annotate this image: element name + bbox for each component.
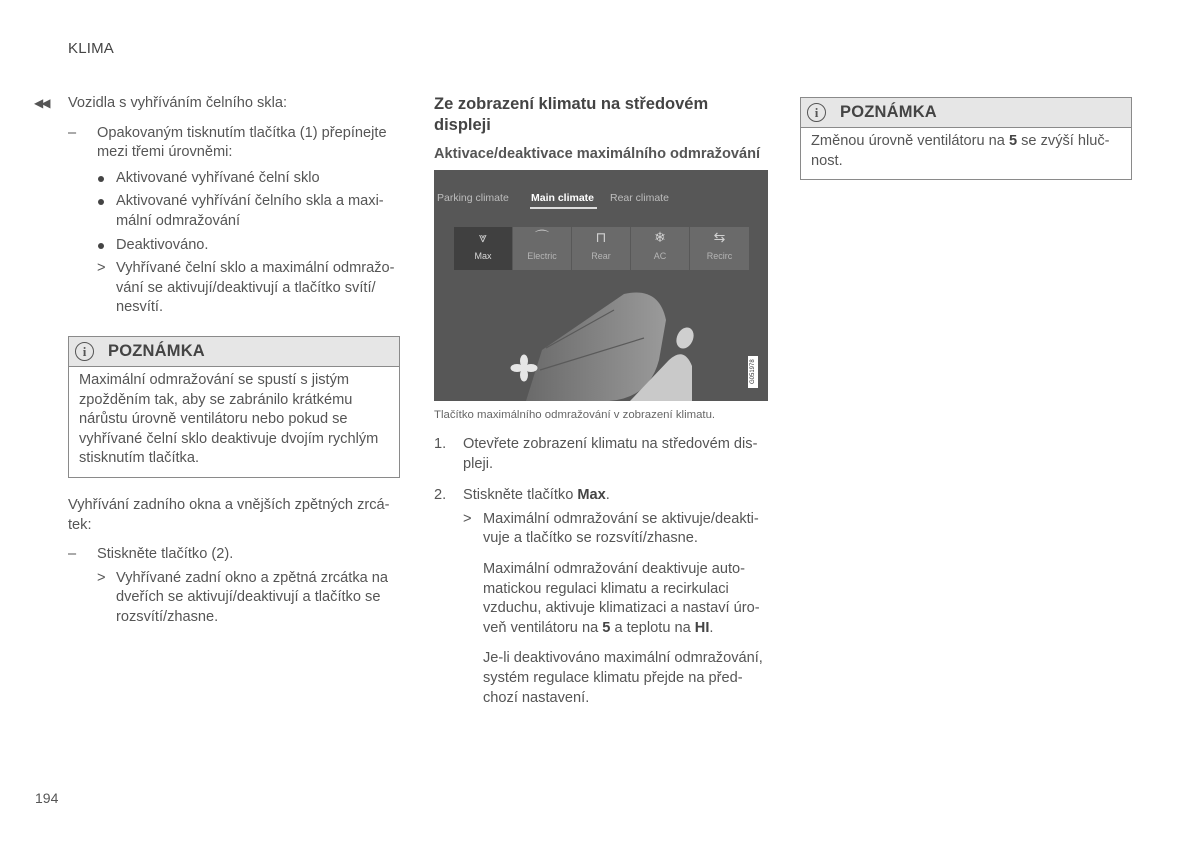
headrest-shape	[673, 325, 697, 352]
electric-defrost-icon: ⌒	[535, 229, 549, 246]
result-text: Vyhřívané zadní okno a zpětná zrcátka na dveřích se aktivují/deaktivují a tlačítko se rozsvítí/zhasne.	[116, 569, 389, 625]
rear-defrost-icon: ⊓	[595, 229, 607, 246]
section-heading: Ze zobrazení klimatu na středovém displeji	[434, 95, 709, 134]
dash-marker: –	[68, 546, 77, 563]
climate-screen-illustration	[434, 170, 768, 401]
instruction-item	[34, 124, 400, 163]
recirculation-icon: ⇆	[713, 229, 726, 246]
step-number: 2.	[434, 487, 447, 504]
step-1	[434, 435, 768, 474]
list-item: Deaktivováno.	[34, 236, 400, 256]
continuation-icon: ◀◀	[34, 96, 49, 110]
result-line	[34, 259, 400, 318]
note-body: Maximální odmražování se spustí s jistým zpožděním tak, aby se zabránilo krátkému nárůstu úrovně ventilátoru nebo pokud se vyhřívané čelní sklo deaktivuje dvojím rychlým stisknutím tlačítka.	[79, 371, 379, 467]
electric-defrost-button[interactable]: ⌒ Electric	[513, 227, 572, 270]
result-marker: >	[463, 510, 472, 527]
column-left	[34, 94, 400, 627]
bullet-icon	[98, 243, 104, 249]
section-header: KLIMA	[68, 40, 115, 57]
list-item: Aktivované vyhřívání čelního skla a maxi-mální odmražování	[34, 192, 400, 231]
page-number: 194	[35, 790, 59, 806]
result-line	[434, 510, 768, 549]
recirc-button[interactable]: ⇆ Recirc	[690, 227, 749, 270]
step-2: 2. Stiskněte tlačítko Max.	[434, 486, 768, 506]
note-box	[68, 336, 400, 478]
result-line	[34, 569, 400, 628]
tab-rear-climate[interactable]: Rear climate	[610, 192, 669, 204]
list-item: Aktivované vyhřívané čelní sklo	[34, 169, 400, 189]
detail-paragraph: Je-li deaktivováno maximální odmražování, systém regulace klimatu přejde na před-chozí nastavení.	[483, 650, 763, 706]
column-right	[800, 94, 1132, 180]
note-title: POZNÁMKA	[108, 341, 205, 360]
image-code: G051978	[748, 356, 758, 388]
intro-text: Vozidla s vyhříváním čelního skla:	[68, 95, 288, 111]
result-text: Vyhřívané čelní sklo a maximální odmražo-vání se aktivují/deaktivují a tlačítko svítí/ nesvítí.	[116, 260, 395, 316]
seat-back-shape	[526, 292, 666, 401]
tab-parking-climate[interactable]: Parking climate	[437, 192, 509, 204]
info-icon: i	[807, 103, 826, 122]
instruction-text: Opakovaným tisknutím tlačítka (1) přepínejte mezi třemi úrovněmi:	[97, 124, 387, 161]
note-header	[69, 337, 399, 367]
climate-button-row	[454, 227, 750, 270]
result-marker: >	[97, 260, 106, 277]
note-title: POZNÁMKA	[840, 102, 937, 121]
paragraph: Vyhřívání zadního okna a vnějších zpětných zrcá-tek:	[68, 496, 390, 533]
result-text: Maximální odmražování se aktivuje/deakti-vuje a tlačítko se rozsvítí/zhasne.	[483, 510, 759, 547]
max-label: Max	[577, 487, 606, 504]
dash-marker: –	[68, 124, 77, 141]
tab-main-climate[interactable]: Main climate	[531, 192, 595, 204]
intro-line	[34, 94, 400, 114]
step-text: Otevřete zobrazení klimatu na středovém dis-pleji.	[463, 436, 758, 472]
info-icon: i	[75, 342, 94, 361]
note-body: Změnou úrovně ventilátoru na 5 se zvýší hluč-nost.	[811, 133, 1110, 169]
note-header	[801, 98, 1131, 128]
climate-tabs	[434, 189, 768, 211]
instruction-text: Stiskněte tlačítko (2).	[97, 546, 234, 563]
ac-button[interactable]: ❄ AC	[631, 227, 690, 270]
level-list	[34, 169, 400, 255]
snowflake-icon: ❄	[654, 229, 666, 246]
bullet-icon	[98, 199, 104, 205]
result-marker: >	[97, 569, 106, 586]
step-number: 1.	[434, 436, 447, 452]
max-defrost-button[interactable]: ⩔ Max	[454, 227, 513, 270]
subsection-heading: Aktivace/deaktivace maximálního odmražování	[434, 146, 761, 162]
instruction-item	[34, 545, 400, 565]
column-middle	[434, 94, 768, 708]
max-defrost-icon: ⩔	[479, 229, 487, 246]
rear-defrost-button[interactable]: ⊓ Rear	[572, 227, 631, 270]
note-box	[800, 97, 1132, 180]
active-tab-indicator	[530, 207, 597, 209]
detail-paragraph: Maximální odmražování deaktivuje auto-matickou regulaci klimatu a recirkulaci vzduchu, aktivuje klimatizaci a nastaví úro-veň ventilátoru na 5 a teplotu na HI.	[483, 560, 760, 636]
bullet-icon	[98, 176, 104, 182]
image-caption: Tlačítko maximálního odmražování v zobrazení klimatu.	[434, 409, 716, 421]
